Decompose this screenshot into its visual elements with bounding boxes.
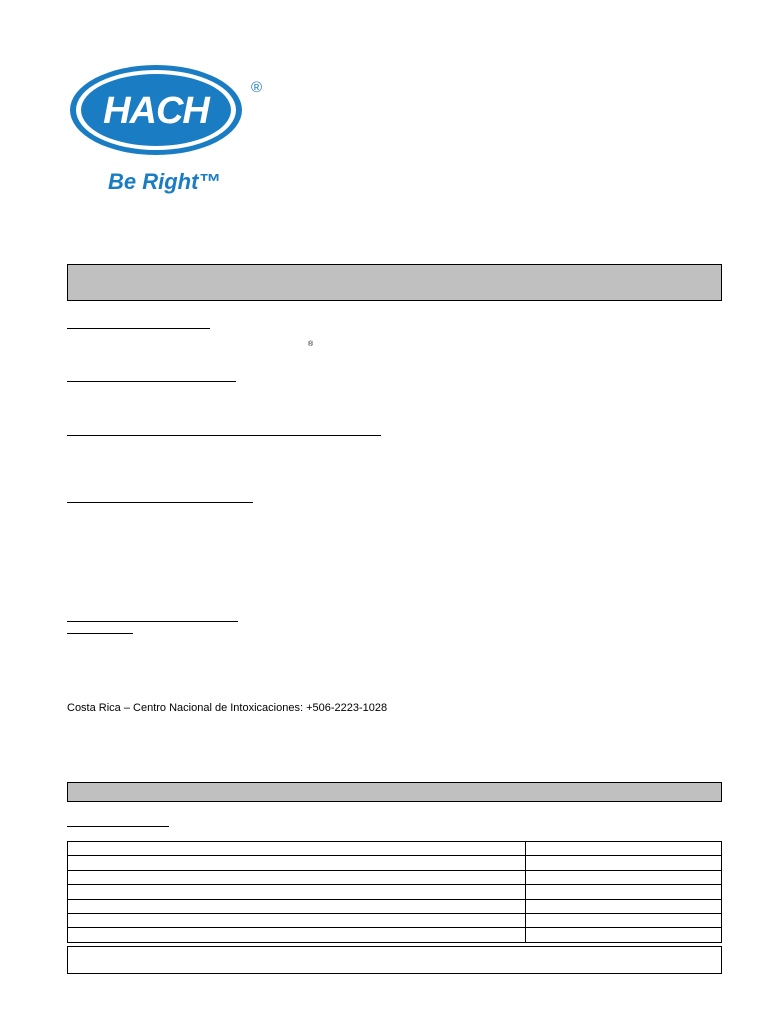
- logo-registered-mark: ®: [251, 79, 263, 96]
- section-1-header-bar: [67, 264, 722, 301]
- table-cell-category: [526, 856, 722, 870]
- hach-logo: [66, 62, 271, 197]
- heading-underline-supplier-details: [67, 435, 381, 436]
- table-row: [68, 899, 722, 913]
- table-cell-classification: [68, 842, 526, 856]
- heading-underline-manufacturer: [67, 502, 253, 503]
- logo-brand-text: HACH: [103, 90, 209, 132]
- heading-underline-chemtrec: [67, 633, 133, 634]
- table-cell-category: [526, 842, 722, 856]
- table-cell-classification: [68, 928, 526, 942]
- table-cell-classification: [68, 885, 526, 899]
- table-cell-category: [526, 899, 722, 913]
- heading-underline-product-identifier: [67, 328, 210, 329]
- heading-underline-emergency-phone: [67, 621, 238, 622]
- table-cell-classification: [68, 856, 526, 870]
- heading-underline-classification: [67, 826, 169, 827]
- table-row: [68, 856, 722, 870]
- table-row: [68, 928, 722, 942]
- registered-symbol: ®: [308, 341, 314, 348]
- classification-table: [67, 841, 722, 943]
- section-2-header-bar: [67, 782, 722, 802]
- logo-tagline: Be Right™: [108, 169, 221, 194]
- table-cell-classification: [68, 899, 526, 913]
- table-cell-classification: [68, 913, 526, 927]
- table-cell-category: [526, 870, 722, 884]
- heading-underline-recommended-use: [67, 381, 236, 382]
- table-row: [68, 870, 722, 884]
- poison-center-line: Costa Rica – Centro Nacional de Intoxicaciones: +506-2223-1028: [67, 702, 388, 714]
- table-row: [68, 842, 722, 856]
- note-box: [67, 946, 722, 974]
- table-row: [68, 913, 722, 927]
- table-cell-category: [526, 913, 722, 927]
- table-cell-category: [526, 885, 722, 899]
- table-row: [68, 885, 722, 899]
- table-cell-category: [526, 928, 722, 942]
- table-cell-classification: [68, 870, 526, 884]
